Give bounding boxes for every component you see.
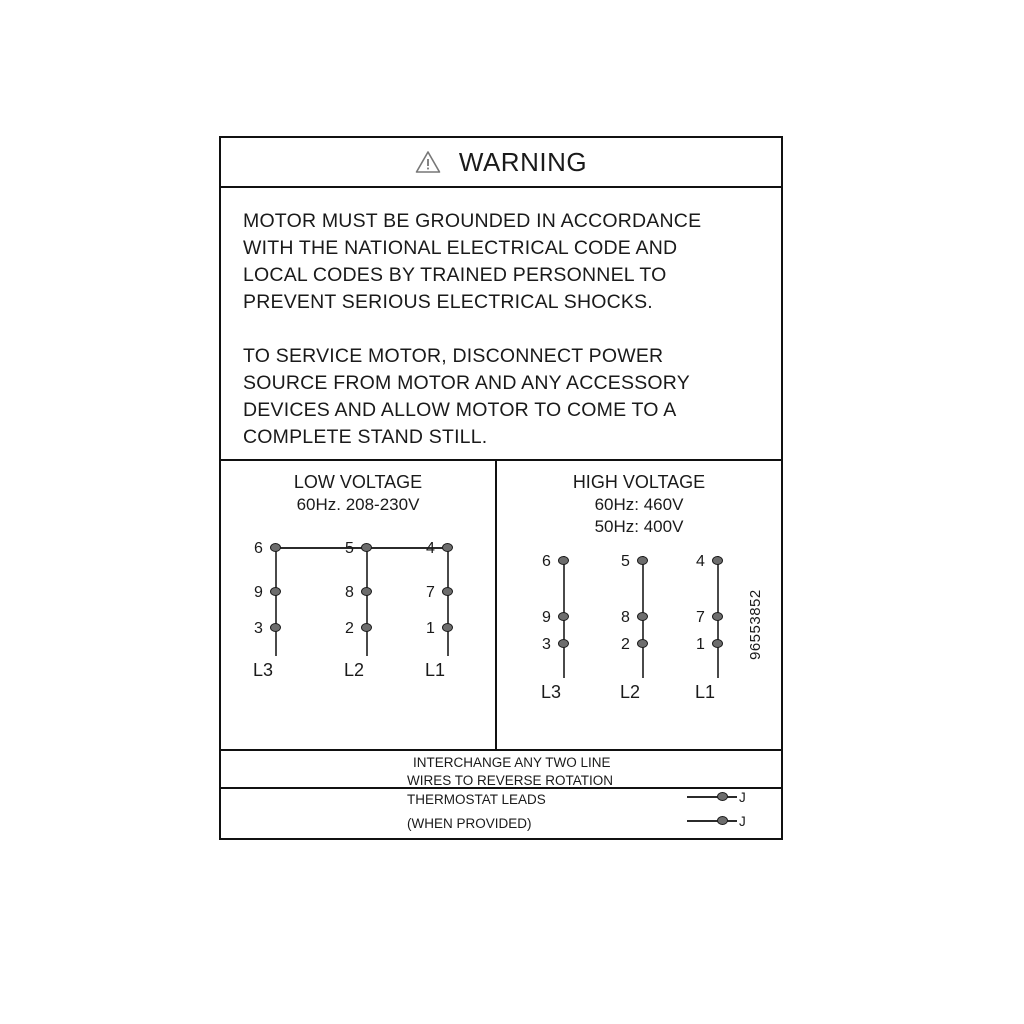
warning-p2-line-3: DEVICES AND ALLOW MOTOR TO COME TO A bbox=[243, 399, 677, 421]
low-terminal-dot-3 bbox=[270, 623, 281, 632]
high-voltage-wiring bbox=[497, 538, 781, 728]
low-wire-col-1 bbox=[447, 544, 449, 626]
warning-triangle-icon bbox=[415, 150, 441, 174]
thermostat-note-row bbox=[221, 789, 781, 836]
warning-paragraph-2 bbox=[243, 343, 759, 451]
rotation-note-row bbox=[221, 751, 781, 789]
thermostat-lead-dot-2 bbox=[717, 816, 728, 825]
low-terminal-label-6: 6 bbox=[254, 540, 263, 557]
high-voltage-subtitle-2: 50Hz: 400V bbox=[594, 517, 684, 536]
low-voltage-subtitle: 60Hz. 208-230V bbox=[296, 495, 420, 514]
thermostat-lead-dot-1 bbox=[717, 792, 728, 801]
high-lead-label-l3: L3 bbox=[541, 682, 562, 702]
high-voltage-subtitle-1: 60Hz: 460V bbox=[594, 495, 684, 514]
high-terminal-label-1: 1 bbox=[696, 636, 705, 653]
part-number-label: 96553852 bbox=[747, 589, 764, 660]
high-voltage-panel bbox=[497, 461, 781, 749]
high-terminal-label-2: 2 bbox=[621, 636, 630, 653]
warning-p1-line-4: PREVENT SERIOUS ELECTRICAL SHOCKS. bbox=[243, 291, 653, 313]
low-terminal-dot-9 bbox=[270, 587, 281, 596]
warning-header bbox=[221, 138, 781, 188]
warning-p2-line-2: SOURCE FROM MOTOR AND ANY ACCESSORY bbox=[243, 372, 690, 394]
low-lead-label-l1: L1 bbox=[425, 660, 446, 680]
high-terminal-label-9: 9 bbox=[542, 609, 551, 626]
high-terminal-dot-8 bbox=[637, 612, 648, 621]
low-terminal-dot-5 bbox=[361, 543, 372, 552]
warning-p1-line-3: LOCAL CODES BY TRAINED PERSONNEL TO bbox=[243, 264, 667, 286]
high-terminal-label-3: 3 bbox=[542, 636, 551, 653]
low-terminal-dot-4 bbox=[442, 543, 453, 552]
low-terminal-dot-7 bbox=[442, 587, 453, 596]
low-wire-col-3 bbox=[275, 544, 277, 626]
high-terminal-dot-6 bbox=[558, 556, 569, 565]
low-voltage-panel bbox=[221, 461, 497, 749]
high-terminal-label-6: 6 bbox=[542, 553, 551, 570]
thermostat-note-line-2: (WHEN PROVIDED) bbox=[407, 816, 532, 831]
low-terminal-label-9: 9 bbox=[254, 584, 263, 601]
low-terminal-dot-8 bbox=[361, 587, 372, 596]
high-terminal-dot-5 bbox=[637, 556, 648, 565]
high-terminal-label-7: 7 bbox=[696, 609, 705, 626]
high-terminal-dot-7 bbox=[712, 612, 723, 621]
high-voltage-title: HIGH VOLTAGE bbox=[572, 472, 706, 492]
low-lead-label-l2: L2 bbox=[344, 660, 365, 680]
low-lead-label-l3: L3 bbox=[253, 660, 274, 680]
warning-p1-line-1: MOTOR MUST BE GROUNDED IN ACCORDANCE bbox=[243, 210, 702, 232]
high-lead-label-l2: L2 bbox=[620, 682, 641, 702]
thermostat-lead-tag-2: J bbox=[739, 814, 746, 829]
thermostat-note-line-1: THERMOSTAT LEADS bbox=[407, 792, 546, 807]
voltage-connection-diagrams bbox=[221, 461, 781, 751]
low-terminal-label-4: 4 bbox=[426, 540, 435, 557]
low-terminal-label-2: 2 bbox=[345, 620, 354, 637]
rotation-note-line-1: INTERCHANGE ANY TWO LINE bbox=[413, 755, 611, 770]
warning-body-text bbox=[221, 188, 781, 461]
high-terminal-dot-1 bbox=[712, 639, 723, 648]
low-terminal-dot-1 bbox=[442, 623, 453, 632]
high-wire-col-1 bbox=[717, 556, 719, 640]
rotation-note-line-2: WIRES TO REVERSE ROTATION bbox=[407, 773, 614, 788]
thermostat-lead-wire-1 bbox=[687, 796, 737, 798]
thermostat-lead-tag-1: J bbox=[739, 790, 746, 805]
low-terminal-label-7: 7 bbox=[426, 584, 435, 601]
low-terminal-label-1: 1 bbox=[426, 620, 435, 637]
high-terminal-dot-2 bbox=[637, 639, 648, 648]
warning-p1-line-2: WITH THE NATIONAL ELECTRICAL CODE AND bbox=[243, 237, 678, 259]
low-wire-col-2 bbox=[366, 544, 368, 626]
low-terminal-label-5: 5 bbox=[345, 540, 354, 557]
warning-title: WARNING bbox=[458, 146, 588, 177]
high-terminal-label-4: 4 bbox=[696, 553, 705, 570]
low-terminal-label-3: 3 bbox=[254, 620, 263, 637]
motor-wiring-warning-label bbox=[219, 136, 783, 840]
high-terminal-dot-3 bbox=[558, 639, 569, 648]
low-terminal-label-8: 8 bbox=[345, 584, 354, 601]
high-wire-col-3 bbox=[563, 556, 565, 640]
high-terminal-label-5: 5 bbox=[621, 553, 630, 570]
low-terminal-dot-6 bbox=[270, 543, 281, 552]
low-voltage-title: LOW VOLTAGE bbox=[293, 472, 423, 492]
high-terminal-dot-9 bbox=[558, 612, 569, 621]
warning-paragraph-1 bbox=[243, 208, 759, 316]
warning-p2-line-4: COMPLETE STAND STILL. bbox=[243, 426, 488, 448]
warning-p2-line-1: TO SERVICE MOTOR, DISCONNECT POWER bbox=[243, 345, 664, 367]
low-voltage-wiring bbox=[221, 516, 495, 706]
low-terminal-dot-2 bbox=[361, 623, 372, 632]
thermostat-lead-wire-2 bbox=[687, 820, 737, 822]
high-terminal-dot-4 bbox=[712, 556, 723, 565]
high-wire-col-2 bbox=[642, 556, 644, 640]
high-lead-label-l1: L1 bbox=[695, 682, 716, 702]
high-terminal-label-8: 8 bbox=[621, 609, 630, 626]
